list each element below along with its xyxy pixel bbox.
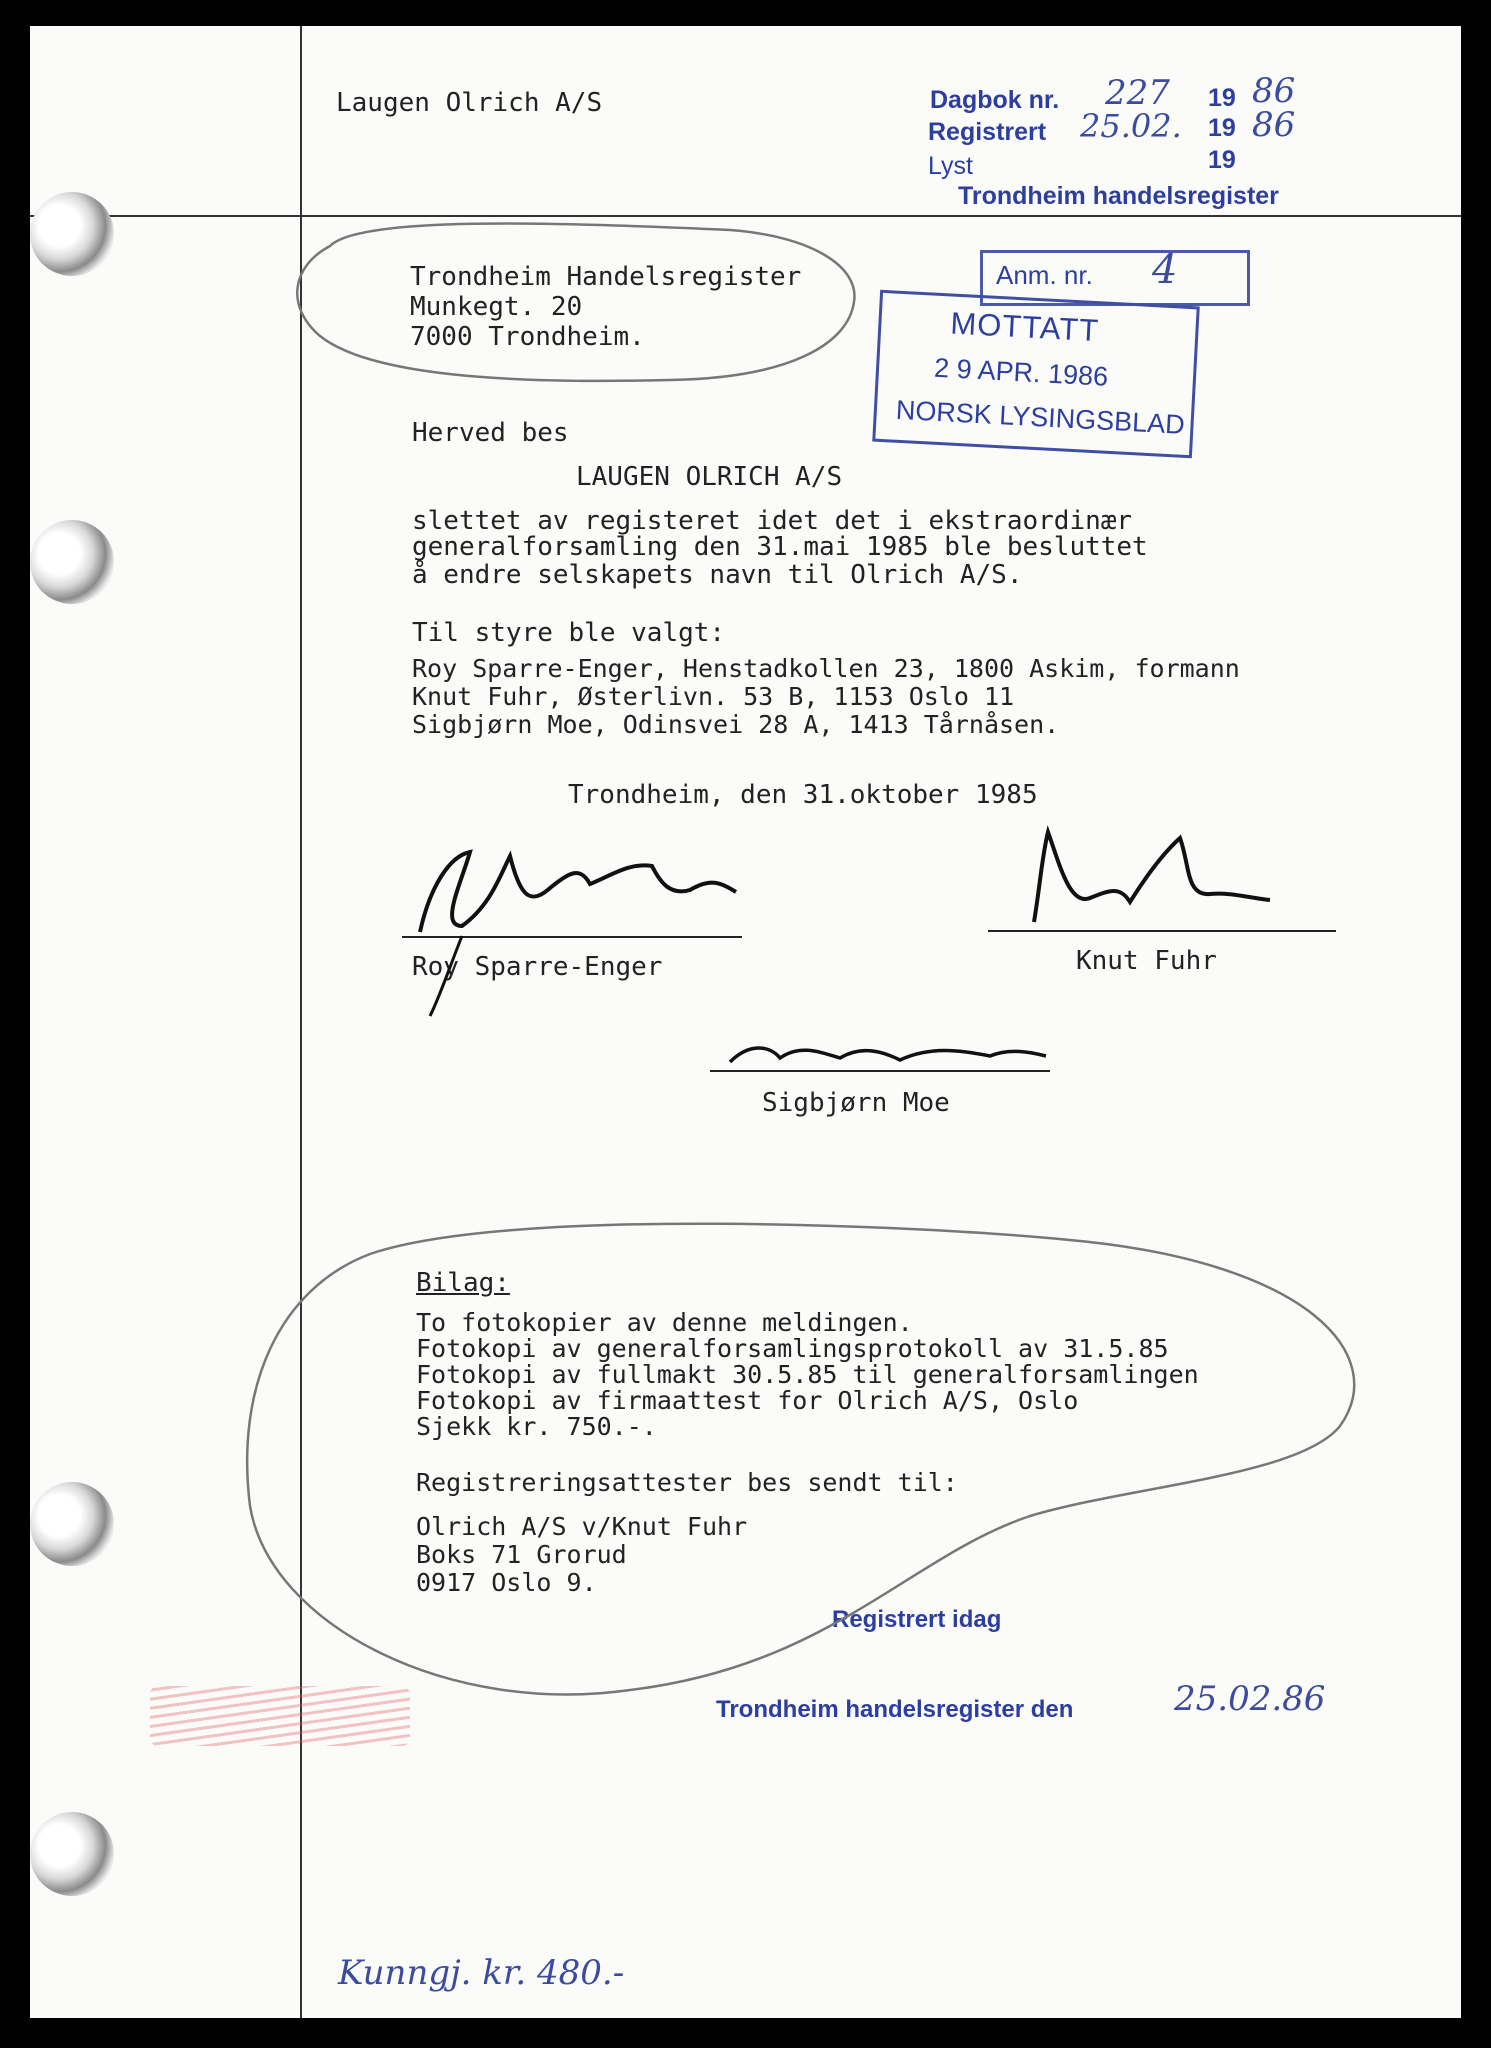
signature-knut [1034, 832, 1270, 922]
registrert-label: Registrert [928, 118, 1047, 146]
signature-sigbjorn [730, 1048, 1046, 1062]
address-circle [297, 223, 854, 380]
signature-name-1: Roy Sparre-Enger [412, 952, 663, 982]
mottatt-title: MOTTATT [949, 305, 1101, 349]
place-date: Trondheim, den 31.oktober 1985 [568, 780, 1038, 810]
board-member-3: Sigbjørn Moe, Odinsvei 28 A, 1413 Tårnåsen. [412, 710, 1060, 739]
send-to-line-1: Olrich A/S v/Knut Fuhr [416, 1512, 748, 1541]
registrert-year-suffix: 86 [1252, 105, 1296, 145]
body-para2: generalforsamling den 31.mai 1985 ble besluttet [412, 532, 1148, 562]
signature-name-2: Knut Fuhr [1076, 946, 1217, 976]
dagbok-year-prefix: 19 [1208, 84, 1236, 112]
company-header: Laugen Olrich A/S [336, 88, 603, 118]
signature-roy [420, 852, 736, 932]
address-line1: Trondheim Handelsregister [410, 262, 802, 292]
board-heading: Til styre ble valgt: [412, 618, 726, 648]
attachment-item-5: Sjekk kr. 750.-. [416, 1412, 657, 1441]
send-to-heading: Registreringsattester bes sendt til: [416, 1468, 958, 1497]
body-para1: slettet av registeret idet det i ekstraordinær [412, 506, 1133, 536]
intro-text: Herved bes [412, 418, 569, 448]
signature-name-3: Sigbjørn Moe [762, 1088, 950, 1118]
register-name: Trondheim handelsregister [958, 182, 1279, 210]
send-to-line-2: Boks 71 Grorud [416, 1540, 627, 1569]
register-den-stamp: Trondheim handelsregister den [716, 1696, 1074, 1723]
send-to-line-3: 0917 Oslo 9. [416, 1568, 597, 1597]
board-member-2: Knut Fuhr, Østerlivn. 53 B, 1153 Oslo 11 [412, 682, 1015, 711]
registrert-year-prefix: 19 [1208, 114, 1236, 142]
attachment-item-3: Fotokopi av fullmakt 30.5.85 til generalforsamlingen [416, 1360, 1199, 1389]
dagbok-label: Dagbok nr. [930, 86, 1060, 114]
body-para3: å endre selskapets navn til Olrich A/S. [412, 560, 1023, 590]
lyst-label: Lyst [928, 152, 973, 180]
pencil-annotations [30, 26, 1461, 2018]
board-member-1: Roy Sparre-Enger, Henstadkollen 23, 1800 Askim, formann [412, 654, 1240, 683]
anm-label: Anm. nr. [996, 260, 1093, 290]
register-den-date: 25.02.86 [1174, 1679, 1326, 1719]
dagbok-number: 227 [1105, 73, 1170, 113]
attachment-item-1: To fotokopier av denne meldingen. [416, 1308, 913, 1337]
registrert-idag-stamp: Registrert idag [832, 1606, 1002, 1633]
mottatt-org: NORSK LYSINGSBLAD [895, 394, 1186, 440]
mottatt-date: 2 9 APR. 1986 [933, 352, 1109, 392]
address-line2: Munkegt. 20 [410, 292, 583, 322]
anm-number: 4 [1152, 247, 1178, 293]
dagbok-year-suffix: 86 [1252, 71, 1296, 111]
attachment-item-2: Fotokopi av generalforsamlingsprotokoll av 31.5.85 [416, 1334, 1169, 1363]
address-line3: 7000 Trondheim. [410, 322, 645, 352]
attachments-circle [247, 1224, 1354, 1695]
registrert-date: 25.02. [1080, 107, 1182, 145]
attachment-item-4: Fotokopi av firmaattest for Olrich A/S, Oslo [416, 1386, 1079, 1415]
document-page [30, 26, 1461, 2018]
footer-note: Kunngj. kr. 480.- [338, 1953, 625, 1993]
lyst-year-prefix: 19 [1208, 146, 1236, 174]
attachments-heading: Bilag: [416, 1268, 510, 1298]
signature-roy-tail [430, 936, 462, 1016]
company-caps: LAUGEN OLRICH A/S [576, 462, 843, 492]
